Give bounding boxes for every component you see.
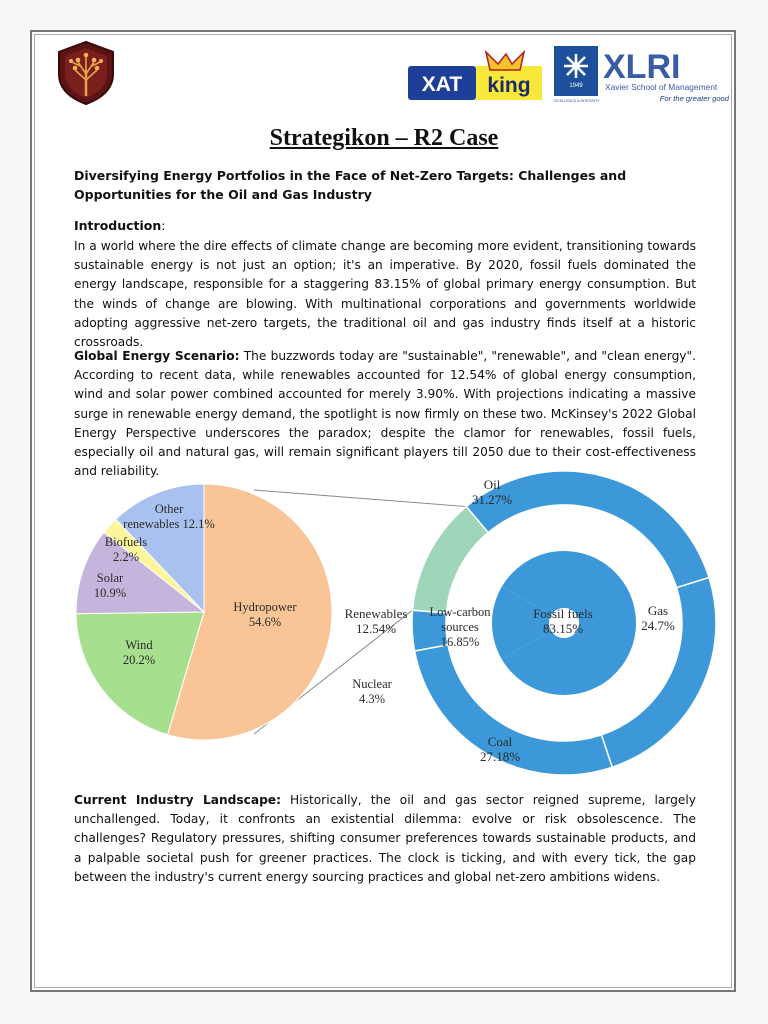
- xlri-emblem-motto: EXCELLENCE & INTEGRITY: [553, 99, 600, 103]
- label-oil: Oil 31.27%: [471, 477, 513, 507]
- introduction-label: Introduction: [74, 218, 162, 233]
- xlri-logo-text: XLRI: [603, 48, 681, 86]
- label-biofuels: Biofuels 2.2%: [104, 535, 148, 564]
- case-heading: Diversifying Energy Portfolios in the Face of Net-Zero Targets: Challenges and Opportunities for the Oil and Gas Industry: [74, 168, 627, 202]
- label-renewables: Renewables 12.54%: [344, 606, 408, 636]
- current-landscape-text: Historically, the oil and gas sector reigned supreme, largely unchallenged. Today, it confronts an existential dilemma: evolve or risk obsolescence. The challenges? Regulatory pressures, shifting consumer preferences towards sustainable products, and a palpable societal push for greener practices. The clock is ticking, and with every tick, the gap between the industry's current energy sourcing practices and global net-zero ambitions widens.: [74, 793, 696, 884]
- label-hydropower: Hydropower 54.6%: [233, 600, 297, 629]
- global-energy-text: The buzzwords today are "sustainable", "renewable", and "clean energy". According to recent data, while renewables accounted for 12.54% of global energy consumption, wind and solar power combined accounted for merely 3.90%. With projections indicating a massive surge in renewable energy demand, the spotlight is now firmly on these two. McKinsey's 2022 Global Energy Perspective underscores the paradox; despite the clamor for renewables, fossil fuels, especially oil and natural gas, will remain significant players till 2050 due to their cost-effectiveness and reliability.: [74, 349, 697, 479]
- xat-logo-text: XAT: [421, 73, 463, 96]
- introduction-title: [74, 218, 166, 233]
- energy-charts: [62, 470, 742, 780]
- xlri-subtitle: Xavier School of Management: [605, 82, 718, 92]
- xlri-emblem-year: 1949: [569, 83, 583, 89]
- label-coal: Coal 27.18%: [479, 734, 521, 764]
- label-solar: Solar 10.9%: [93, 571, 127, 600]
- label-gas: Gas 24.7%: [641, 603, 675, 633]
- label-fossil-fuels: Fossil fuels 83.15%: [533, 606, 593, 636]
- xat-king-logo: [408, 50, 548, 105]
- global-energy-label: Global Energy Scenario:: [74, 349, 240, 363]
- institute-emblem-logo: [55, 40, 117, 106]
- introduction-paragraph: In a world where the dire effects of climate change are becoming more evident, transitioning towards sustainable energy is not just an option; it's an imperative. By 2020, fossil fuels dominated the energy landscape, responsible for a staggering 83.15% of global primary energy consumption. But the winds of change are blowing. With multinational corporations and governments worldwide adopting aggressive net-zero targets, the traditional oil and gas industry finds itself at a historic crossroads.: [74, 239, 696, 350]
- xlri-logo: [553, 44, 733, 106]
- current-landscape-label: Current Industry Landscape:: [74, 793, 281, 807]
- king-logo-text: king: [487, 74, 531, 97]
- label-other-renewables: Other renewables 12.1%: [123, 502, 215, 531]
- xlri-tagline: For the greater good: [659, 94, 729, 103]
- document-title: Strategikon – R2 Case: [269, 125, 499, 151]
- global-energy-paragraph: [74, 347, 696, 481]
- introduction-colon: :: [161, 218, 166, 233]
- label-nuclear: Nuclear 4.3%: [352, 677, 392, 706]
- current-landscape-paragraph: [74, 791, 696, 887]
- connector-line-top: [254, 490, 466, 507]
- label-low-carbon-sources: Low-carbon sources 16.85%: [429, 605, 491, 649]
- label-wind: Wind 20.2%: [122, 638, 156, 667]
